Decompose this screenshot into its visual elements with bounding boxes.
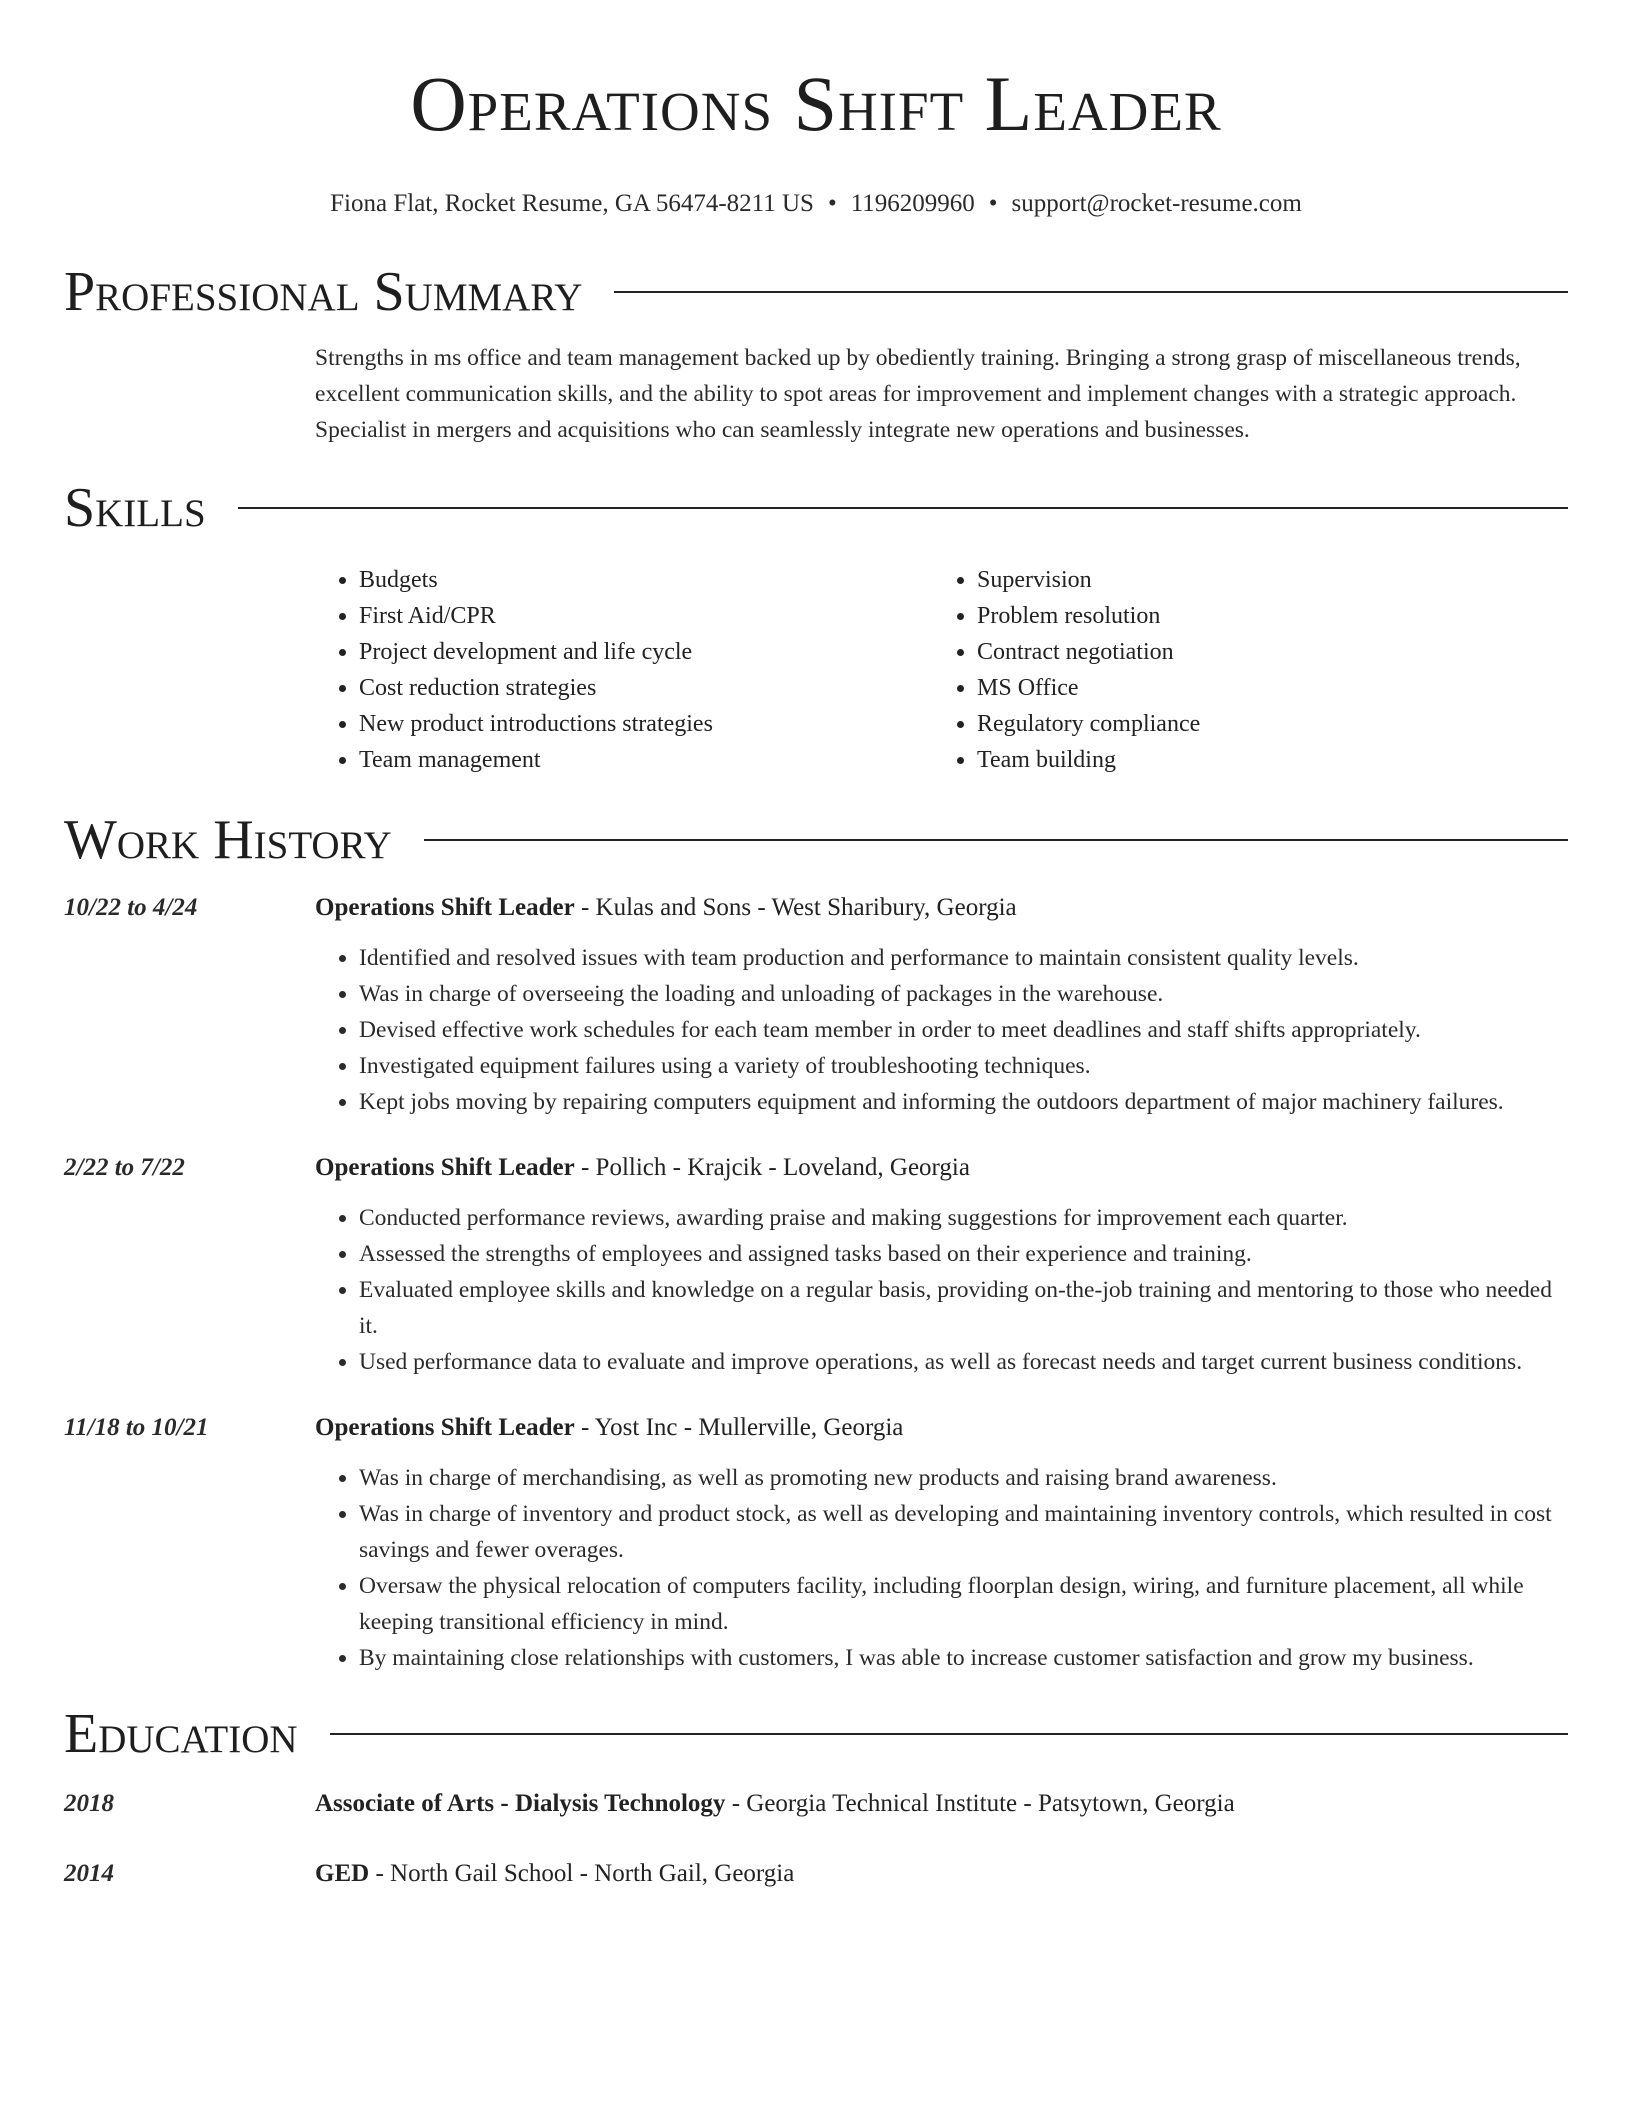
education-entry — [64, 1786, 1568, 1822]
resume-title: Operations Shift Leader — [410, 60, 1222, 147]
contact-line — [64, 188, 1568, 220]
job-bullet: • Identified and resolved issues with team production and performance to maintain consistent quality levels. — [359, 940, 1568, 976]
education-details: - North Gail School - North Gail, Georgia — [369, 1860, 795, 1887]
education-section-header — [64, 1702, 1568, 1766]
job-details: - Yost Inc - Mullerville, Georgia — [574, 1414, 904, 1441]
skill-item: • Regulatory compliance — [977, 706, 1200, 742]
education-degree: Associate of Arts - Dialysis Technology — [315, 1790, 726, 1817]
section-divider — [330, 1733, 1568, 1735]
education-entry — [64, 1856, 1568, 1892]
job-bullet: • Was in charge of merchandising, as well as promoting new products and raising brand awareness. — [359, 1460, 1568, 1496]
job-dates: 2/22 to 7/22 — [64, 1154, 185, 1181]
job-bullet: • Was in charge of inventory and product stock, as well as developing and maintaining inventory controls, which resulted in cost savings and fewer overages. — [359, 1496, 1568, 1568]
section-divider — [614, 291, 1568, 293]
job-title: Operations Shift Leader — [315, 894, 575, 921]
skill-item: • Budgets — [359, 562, 933, 598]
job-role — [315, 1410, 1568, 1446]
job-title: Operations Shift Leader — [315, 1154, 575, 1181]
skill-item: • Contract negotiation — [977, 634, 1200, 670]
skills-list — [315, 562, 1568, 778]
contact-phone: 1196209960 — [850, 190, 975, 217]
skill-item: • MS Office — [977, 670, 1200, 706]
job-bullets — [315, 940, 1568, 1120]
skill-item: • First Aid/CPR — [359, 598, 933, 634]
job-bullet: • Investigated equipment failures using a variety of troubleshooting techniques. — [359, 1048, 1568, 1084]
skill-item: • Team building — [977, 742, 1200, 778]
skills-column-left — [315, 562, 933, 778]
skill-item: • Cost reduction strategies — [359, 670, 933, 706]
skills-heading: Skills — [64, 477, 206, 539]
summary-heading: Professional Summary — [64, 261, 583, 323]
section-divider — [424, 839, 1568, 841]
job-bullet: • Devised effective work schedules for each team member in order to meet deadlines and staff shifts appropriately. — [359, 1012, 1568, 1048]
education-details: - Georgia Technical Institute - Patsytown, Georgia — [725, 1790, 1235, 1817]
education-role — [315, 1856, 1568, 1892]
contact-separator: • — [988, 190, 998, 217]
job-dates: 11/18 to 10/21 — [64, 1414, 209, 1441]
skills-column-right — [933, 562, 1200, 778]
contact-email: support@rocket-resume.com — [1011, 190, 1302, 217]
education-date: 2014 — [64, 1860, 114, 1887]
job-header — [64, 1410, 1568, 1446]
job-bullet: • Was in charge of overseeing the loading and unloading of packages in the warehouse. — [359, 976, 1568, 1012]
job-bullet: • By maintaining close relationships with customers, I was able to increase customer satisfaction and grow my business. — [359, 1640, 1568, 1676]
contact-address: Fiona Flat, Rocket Resume, GA 56474-8211 US — [330, 190, 814, 217]
job-bullet: • Conducted performance reviews, awarding praise and making suggestions for improvement each quarter. — [359, 1200, 1568, 1236]
job-role — [315, 890, 1568, 926]
job-header — [64, 890, 1568, 926]
education-role — [315, 1786, 1568, 1822]
job-header — [64, 1150, 1568, 1186]
job-details: - Kulas and Sons - West Sharibury, Georgia — [574, 894, 1017, 921]
skill-item: • Problem resolution — [977, 598, 1200, 634]
job-title: Operations Shift Leader — [315, 1414, 575, 1441]
job-bullet: • Oversaw the physical relocation of computers facility, including floorplan design, wiring, and furniture placement, all while keeping transitional efficiency in mind. — [359, 1568, 1568, 1640]
skill-item: • Project development and life cycle — [359, 634, 933, 670]
work-history-section-header — [64, 808, 1568, 872]
job-entry — [64, 1150, 1568, 1380]
job-bullet: • Kept jobs moving by repairing computers equipment and informing the outdoors department of major machinery failures. — [359, 1084, 1568, 1120]
skills-section-header — [64, 476, 1568, 540]
contact-separator: • — [827, 190, 837, 217]
skill-item: • New product introductions strategies — [359, 706, 933, 742]
section-divider — [238, 507, 1568, 509]
skill-item: • Team management — [359, 742, 933, 778]
education-date: 2018 — [64, 1790, 114, 1817]
summary-text: Strengths in ms office and team management backed up by obediently training. Bringing a strong grasp of miscellaneous trends, excellent communication skills, and the ability to spot areas for improvement and implement changes with a strategic approach. Specialist in mergers and acquisitions who can seamlessly integrate new operations and businesses. — [315, 345, 1521, 443]
job-bullet: • Evaluated employee skills and knowledge on a regular basis, providing on-the-job training and mentoring to those who needed it. — [359, 1272, 1568, 1344]
job-bullets — [315, 1200, 1568, 1380]
job-role — [315, 1150, 1568, 1186]
education-heading: Education — [64, 1703, 298, 1765]
job-dates: 10/22 to 4/24 — [64, 894, 198, 921]
work-history-heading: Work History — [64, 809, 392, 871]
job-bullets — [315, 1460, 1568, 1676]
summary-section-header — [64, 260, 1568, 324]
job-bullet: • Used performance data to evaluate and improve operations, as well as forecast needs and target current business conditions. — [359, 1344, 1568, 1380]
education-degree: GED — [315, 1860, 370, 1887]
skill-item: • Supervision — [977, 562, 1200, 598]
job-entry — [64, 890, 1568, 1120]
job-entry — [64, 1410, 1568, 1676]
job-details: - Pollich - Krajcik - Loveland, Georgia — [574, 1154, 970, 1181]
job-bullet: • Assessed the strengths of employees and assigned tasks based on their experience and training. — [359, 1236, 1568, 1272]
